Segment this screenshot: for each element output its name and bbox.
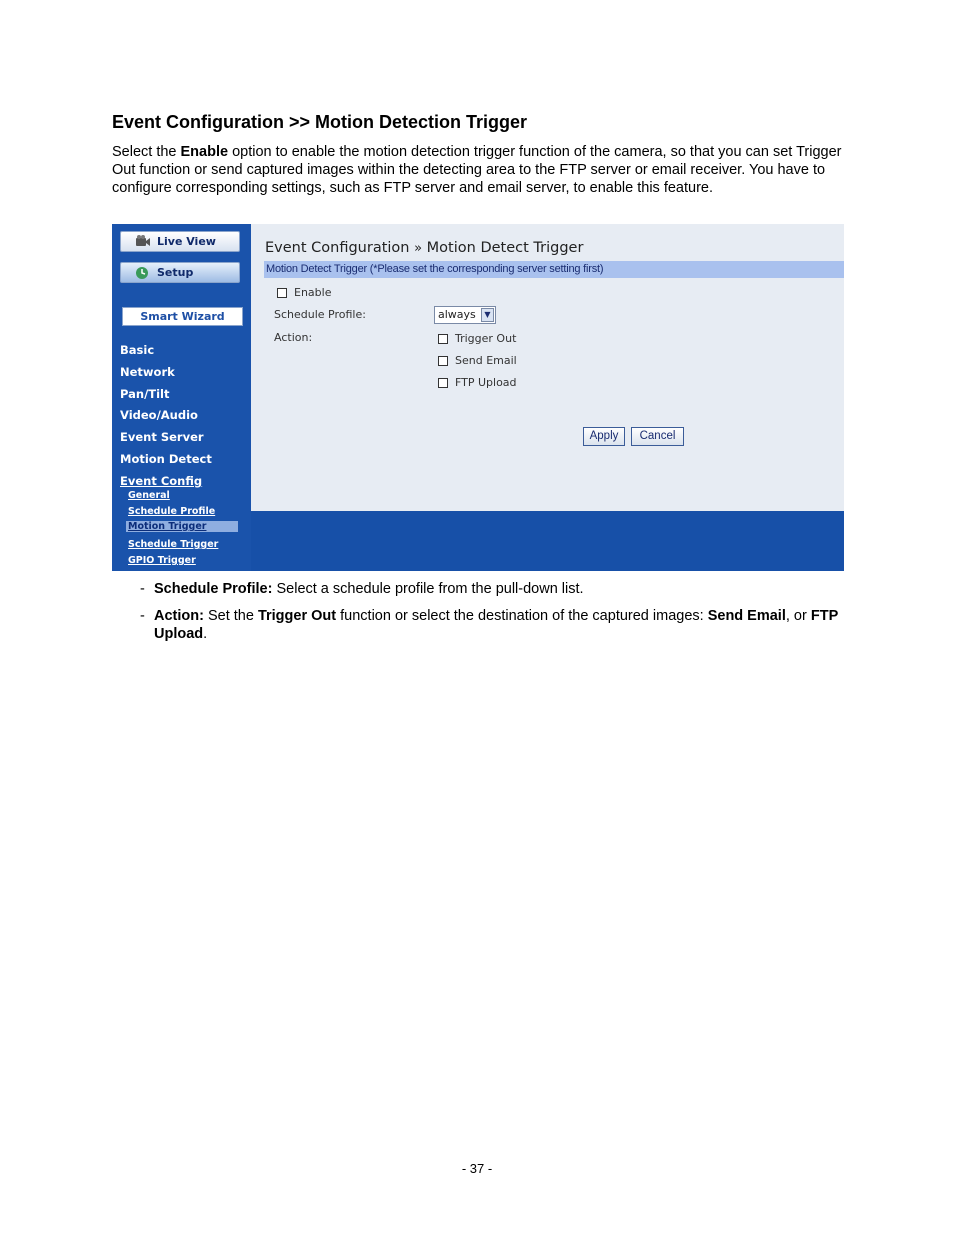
config-title bbox=[265, 240, 583, 256]
bullet-bold: Schedule Profile: bbox=[154, 581, 273, 597]
enable-label: Enable bbox=[294, 286, 332, 299]
title-part-b: Motion Detect Trigger bbox=[426, 240, 584, 256]
nav-basic[interactable]: Basic bbox=[120, 343, 155, 357]
ftp-upload-row[interactable] bbox=[438, 376, 517, 389]
nav-event-server[interactable]: Event Server bbox=[120, 430, 204, 444]
bullet-body: . bbox=[203, 626, 208, 642]
schedule-profile-label: Schedule Profile: bbox=[274, 308, 366, 321]
send-email-row[interactable] bbox=[438, 354, 517, 367]
chevron-down-icon[interactable]: ▼ bbox=[481, 308, 494, 322]
action-label: Action: bbox=[274, 331, 313, 344]
title-part-a: Event Configuration bbox=[265, 240, 410, 256]
apply-button[interactable]: Apply bbox=[583, 427, 625, 446]
camera-icon bbox=[135, 235, 151, 248]
smart-wizard-button[interactable]: Smart Wizard bbox=[122, 307, 243, 326]
enable-checkbox[interactable] bbox=[277, 288, 287, 298]
sub-general[interactable]: General bbox=[128, 490, 170, 501]
bullet-text bbox=[154, 607, 854, 643]
nav-pan-tilt[interactable]: Pan/Tilt bbox=[120, 387, 170, 401]
bullet-body: , or bbox=[785, 608, 811, 624]
bullet-bold: Send Email bbox=[707, 608, 786, 624]
trigger-out-row[interactable] bbox=[438, 332, 516, 345]
trigger-out-label: Trigger Out bbox=[455, 332, 517, 345]
config-header-bar: Motion Detect Trigger (*Please set the corresponding server setting first) bbox=[264, 261, 844, 278]
sub-schedule-profile[interactable]: Schedule Profile bbox=[128, 506, 216, 517]
nav-motion-detect[interactable]: Motion Detect bbox=[120, 452, 212, 466]
bullet-action bbox=[140, 607, 850, 643]
sidebar bbox=[112, 224, 251, 571]
section-heading: Event Configuration >> Motion Detection Trigger bbox=[112, 112, 528, 132]
intro-text-end: option to enable the motion detection trigger function of the camera, so that you can set Trigger Out function or send captured images within the detecting area to the FTP server or email receiver. You have to configure corresponding settings, such as FTP server and email server, to enable this feature. bbox=[112, 144, 842, 196]
bullet-dash: - bbox=[140, 608, 145, 624]
setup-button[interactable] bbox=[120, 262, 240, 283]
schedule-profile-select[interactable] bbox=[434, 306, 496, 324]
screenshot-panel bbox=[112, 224, 844, 571]
intro-text-start: Select the bbox=[112, 144, 181, 160]
live-view-button[interactable] bbox=[120, 231, 240, 252]
intro-bold-enable: Enable bbox=[180, 144, 229, 160]
bullet-bold: FTP Upload bbox=[154, 608, 838, 642]
sub-gpio-trigger[interactable]: GPIO Trigger bbox=[128, 555, 196, 566]
send-email-checkbox[interactable] bbox=[438, 356, 448, 366]
nav-video-audio[interactable]: Video/Audio bbox=[120, 408, 198, 422]
title-separator: » bbox=[414, 241, 423, 256]
config-content bbox=[251, 224, 844, 511]
intro-paragraph bbox=[112, 143, 842, 197]
bullet-bold: Trigger Out bbox=[257, 608, 337, 624]
schedule-profile-value: always bbox=[438, 308, 476, 321]
enable-row[interactable] bbox=[277, 286, 331, 299]
sub-motion-trigger[interactable]: Motion Trigger bbox=[126, 521, 238, 532]
ftp-upload-label: FTP Upload bbox=[455, 376, 517, 389]
nav-network[interactable]: Network bbox=[120, 365, 175, 379]
page-number: - 37 - bbox=[461, 1161, 493, 1176]
send-email-label: Send Email bbox=[455, 354, 517, 367]
bullet-dash: - bbox=[140, 581, 145, 597]
setup-icon bbox=[135, 266, 151, 279]
live-view-label: Live View bbox=[157, 235, 216, 248]
bullet-schedule-profile bbox=[140, 580, 850, 598]
bullet-body: function or select the destination of the captured images: bbox=[336, 608, 708, 624]
nav-event-config[interactable]: Event Config bbox=[120, 474, 203, 488]
ftp-upload-checkbox[interactable] bbox=[438, 378, 448, 388]
setup-label: Setup bbox=[157, 266, 194, 279]
bullet-body: Set the bbox=[203, 608, 258, 624]
bullet-bold: Action: bbox=[154, 608, 204, 624]
trigger-out-checkbox[interactable] bbox=[438, 334, 448, 344]
bullet-text bbox=[154, 580, 854, 598]
bullet-body: Select a schedule profile from the pull-down list. bbox=[272, 581, 584, 597]
cancel-button[interactable]: Cancel bbox=[631, 427, 684, 446]
sub-schedule-trigger[interactable]: Schedule Trigger bbox=[128, 539, 219, 550]
